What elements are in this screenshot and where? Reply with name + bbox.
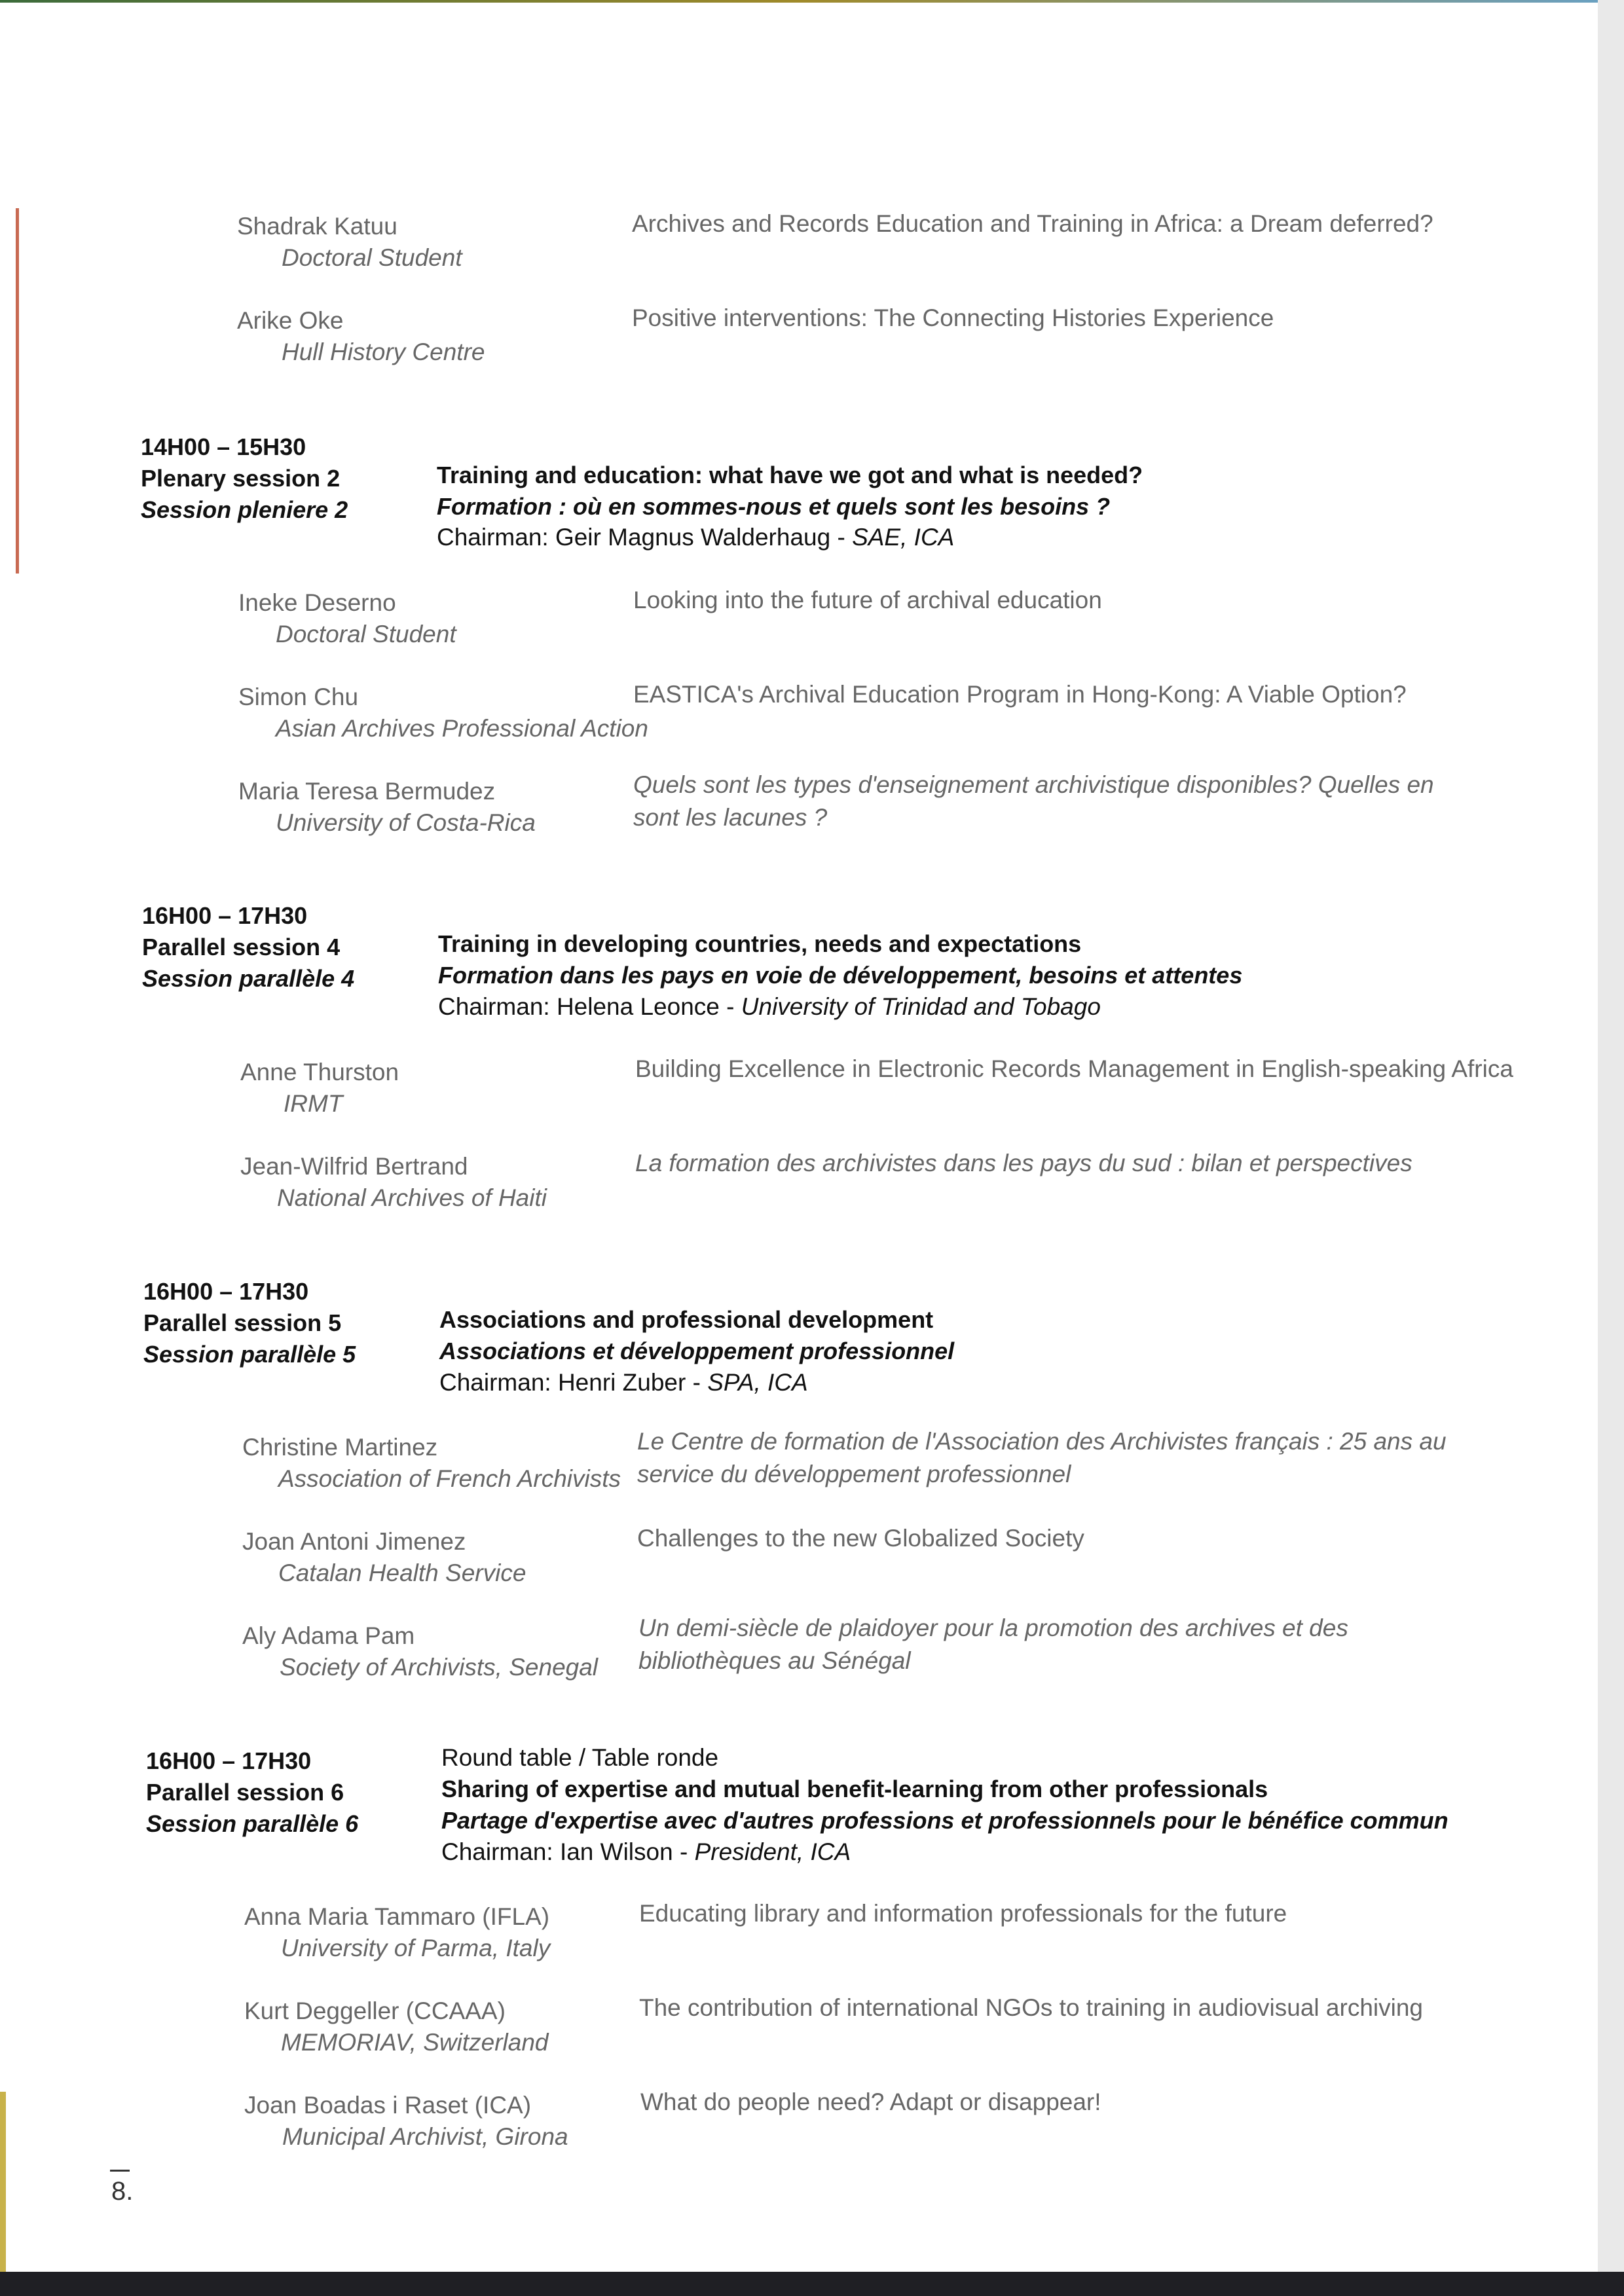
- talk-title: EASTICA's Archival Education Program in Hong-Kong: A Viable Option?: [633, 681, 1407, 708]
- session-name-fr: Session pleniere 2: [141, 496, 348, 523]
- session-name-fr: Session parallèle 5: [143, 1341, 356, 1368]
- page-number-rule: [110, 2170, 130, 2172]
- speaker-affiliation: Association of French Archivists: [278, 1465, 621, 1492]
- speaker-affiliation: MEMORIAV, Switzerland: [281, 2029, 549, 2056]
- speaker-affiliation: University of Costa-Rica: [276, 809, 536, 836]
- session-time: 16H00 – 17H30: [146, 1747, 312, 1774]
- session-title: Training and education: what have we got and what is needed?: [437, 462, 1143, 488]
- speaker-affiliation: Hull History Centre: [282, 338, 485, 365]
- talk-title: Positive interventions: The Connecting Histories Experience: [632, 304, 1274, 331]
- page-edge-bottom: [0, 2272, 1624, 2296]
- speaker-name: Jean-Wilfrid Bertrand: [240, 1153, 468, 1180]
- talk-title: Educating library and information professionals for the future: [639, 1900, 1287, 1927]
- speaker-affiliation: Catalan Health Service: [278, 1559, 526, 1586]
- chair-name: Chairman: Helena Leonce: [438, 993, 720, 1020]
- session-title-fr: Partage d'expertise avec d'autres professions et professionnels pour le bénéfice commun: [441, 1807, 1449, 1834]
- chair-name: Chairman: Ian Wilson: [441, 1838, 673, 1865]
- talk-title: Challenges to the new Globalized Society: [637, 1525, 1084, 1552]
- talk-title: La formation des archivistes dans les pays du sud : bilan et perspectives: [635, 1150, 1412, 1176]
- speaker-name: Christine Martinez: [242, 1434, 438, 1461]
- talk-title: What do people need? Adapt or disappear!: [640, 2088, 1101, 2115]
- session-format: Round table / Table ronde: [441, 1744, 719, 1771]
- talk-title: Looking into the future of archival education: [633, 587, 1102, 613]
- speaker-name: Shadrak Katuu: [237, 213, 397, 240]
- speaker-name: Simon Chu: [238, 683, 359, 710]
- speaker-affiliation: Asian Archives Professional Action: [276, 715, 648, 742]
- session-name: Parallel session 4: [142, 934, 341, 960]
- speaker-affiliation: IRMT: [284, 1090, 343, 1117]
- session-chair: Chairman: Helena Leonce - University of Trinidad and Tobago: [438, 993, 1101, 1020]
- session-title: Sharing of expertise and mutual benefit-learning from other professionals: [441, 1776, 1268, 1802]
- session-time: 16H00 – 17H30: [142, 902, 308, 929]
- speaker-affiliation: University of Parma, Italy: [281, 1935, 551, 1961]
- session-name-fr: Session parallèle 6: [146, 1810, 359, 1837]
- chair-role: University of Trinidad and Tobago: [741, 993, 1101, 1020]
- speaker-name: Aly Adama Pam: [242, 1622, 415, 1649]
- session-time: 14H00 – 15H30: [141, 433, 306, 460]
- session-name: Parallel session 5: [143, 1309, 342, 1336]
- session-chair: Chairman: Henri Zuber - SPA, ICA: [439, 1369, 808, 1396]
- session-chair: Chairman: Geir Magnus Walderhaug - SAE, ICA: [437, 524, 955, 551]
- page-edge-right: [1598, 0, 1624, 2296]
- session-name: Parallel session 6: [146, 1779, 344, 1806]
- speaker-name: Kurt Deggeller (CCAAA): [244, 1997, 506, 2024]
- talk-title: Building Excellence in Electronic Records Management in English-speaking Africa: [635, 1055, 1513, 1082]
- talk-title: Archives and Records Education and Training in Africa: a Dream deferred?: [632, 210, 1433, 237]
- session-name: Plenary session 2: [141, 465, 341, 492]
- talk-title: Le Centre de formation de l'Association des Archivistes français : 25 ans au service du développement professionnel: [637, 1428, 1447, 1487]
- talk-title: The contribution of international NGOs to training in audiovisual archiving: [639, 1994, 1423, 2021]
- margin-bar-yellow: [0, 2092, 6, 2272]
- speaker-name: Maria Teresa Bermudez: [238, 778, 496, 805]
- session-title-fr: Formation : où en sommes-nous et quels sont les besoins ?: [437, 493, 1111, 520]
- chair-name: Chairman: Geir Magnus Walderhaug: [437, 524, 831, 551]
- session-title-fr: Associations et développement professionnel: [439, 1338, 955, 1364]
- speaker-name: Joan Boadas i Raset (ICA): [244, 2092, 532, 2119]
- speaker-affiliation: Doctoral Student: [276, 621, 456, 647]
- session-title: Associations and professional development: [439, 1306, 934, 1333]
- session-time: 16H00 – 17H30: [143, 1278, 309, 1305]
- speaker-name: Ineke Deserno: [238, 589, 396, 616]
- page-edge-top: [0, 0, 1598, 3]
- speaker-affiliation: National Archives of Haiti: [277, 1184, 547, 1211]
- speaker-name: Anne Thurston: [240, 1059, 399, 1085]
- session-title: Training in developing countries, needs and expectations: [438, 930, 1082, 957]
- chair-role: SPA, ICA: [707, 1369, 808, 1396]
- chair-name: Chairman: Henri Zuber: [439, 1369, 686, 1396]
- session-name-fr: Session parallèle 4: [142, 965, 355, 992]
- speaker-affiliation: Doctoral Student: [282, 244, 462, 271]
- session-chair: Chairman: Ian Wilson - President, ICA: [441, 1838, 851, 1865]
- session-title-fr: Formation dans les pays en voie de développement, besoins et attentes: [438, 962, 1243, 989]
- talk-title: Un demi-siècle de plaidoyer pour la promotion des archives et des bibliothèques au Sénégal: [638, 1614, 1348, 1674]
- speaker-name: Arike Oke: [237, 307, 344, 334]
- speaker-name: Joan Antoni Jimenez: [242, 1528, 466, 1555]
- chair-role: President, ICA: [694, 1838, 851, 1865]
- speaker-affiliation: Society of Archivists, Senegal: [280, 1654, 599, 1681]
- speaker-name: Anna Maria Tammaro (IFLA): [244, 1903, 550, 1930]
- margin-bar-red: [16, 208, 19, 574]
- page-number: 8.: [111, 2177, 134, 2206]
- talk-title: Quels sont les types d'enseignement archivistique disponibles? Quelles en sont les lacunes ?: [633, 771, 1434, 831]
- speaker-affiliation: Municipal Archivist, Girona: [282, 2123, 568, 2150]
- chair-role: SAE, ICA: [852, 524, 955, 551]
